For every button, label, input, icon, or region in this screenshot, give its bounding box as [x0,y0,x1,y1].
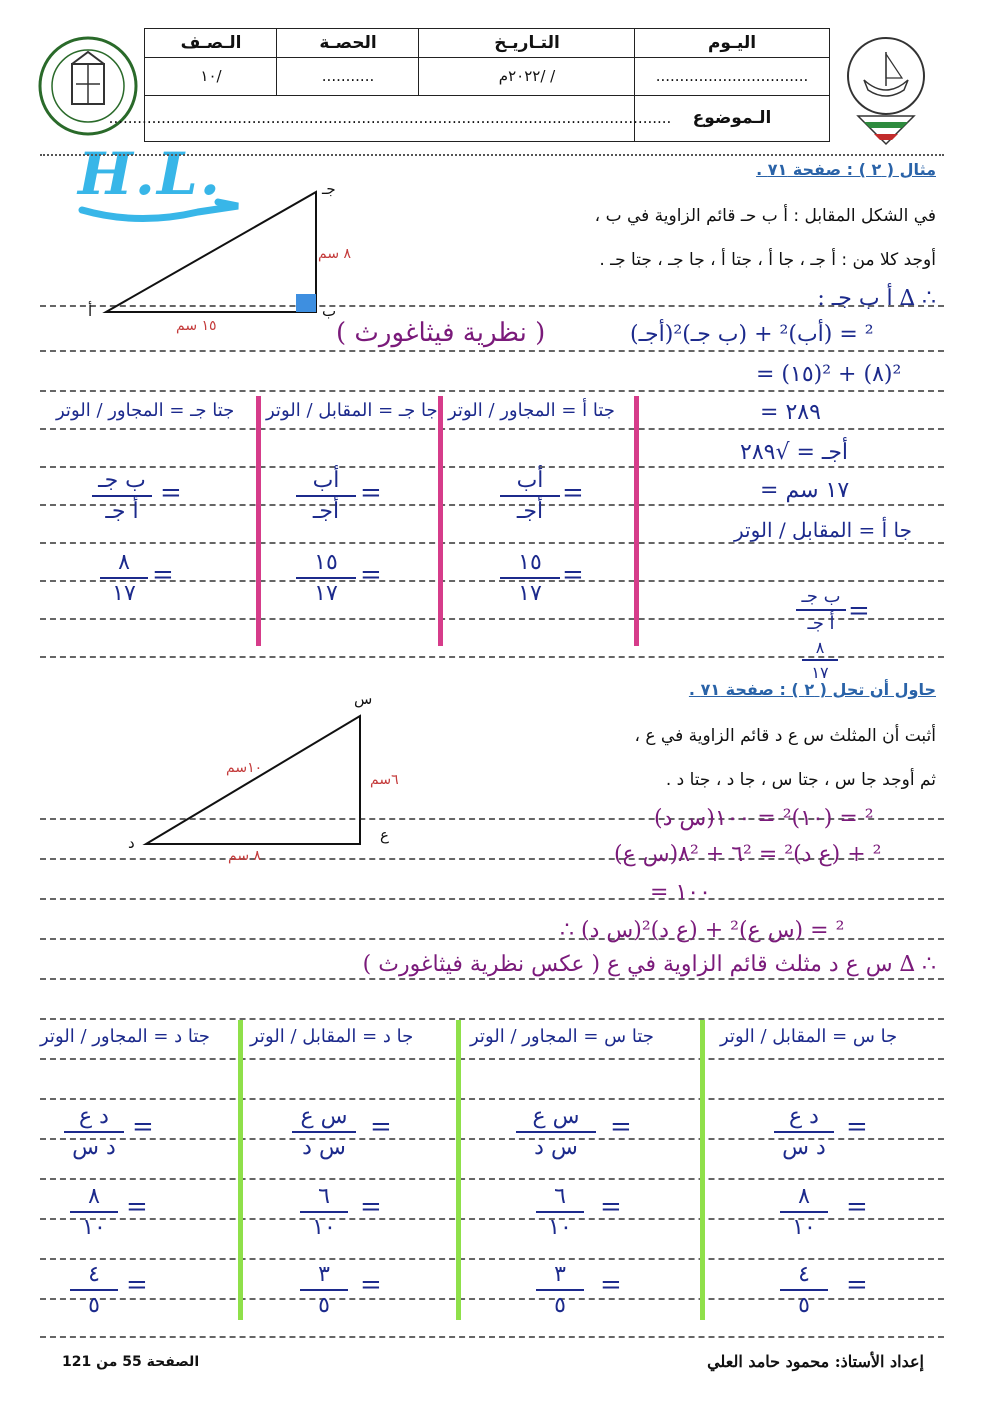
sin-d-num1: س ع [300,1104,348,1129]
column-separator [456,1020,461,1320]
cos-s-den2: ١٠ [548,1215,572,1240]
example-statement-1: في الشكل المقابل : أ ب حـ قائم الزاوية في ب ، [594,206,936,226]
class-label: الـصـف [144,29,277,58]
cos-c-num2: ٨ [118,550,130,575]
cos-a-eq1: = [562,478,584,508]
footer-page-number: الصفحة 55 من 121 [62,1354,200,1370]
vertex-d-label: د [128,834,135,852]
sin-a-numerator: ب جـ [801,586,841,607]
period-field: ........... [276,57,419,96]
cos-a-eq2: = [562,560,584,590]
cos-c-eq1: = [160,478,182,508]
sin-d-den3: ٥ [318,1293,330,1318]
given-triangle: ∴ ∆ أ ب جـ : [817,286,936,311]
ruled-line [40,1336,944,1338]
cos-s-num1: س ع [532,1104,580,1129]
cos-d-simplified [70,1262,118,1318]
ex-work-line3: = ١٠٠ [650,880,711,905]
cos-d-title: جتا د = المجاور / الوتر [40,1026,210,1047]
ruled-line [40,1178,944,1180]
vertex-e-label: ع [380,826,389,844]
ex-work-line2: (س ع)² + (ع د)² = ٦² + ٨² [614,842,882,867]
sin-s-eq1: = [846,1112,868,1142]
side-sd-label: ١٠سم [226,760,263,776]
sin-c-eq1: = [360,478,382,508]
sin-s-num1: د ع [789,1104,819,1129]
topic-label: الـموضوع [634,95,829,141]
pyth-equation: (أجـ)² = (أب)² + (ب جـ)² [630,322,874,347]
ruled-line [40,580,944,582]
cos-d-eq1: = [132,1112,154,1142]
sin-a-definition: جا أ = المقابل / الوتر [734,518,913,542]
column-separator [438,396,443,646]
cos-c-num1: ب جـ [98,468,146,493]
ac-root: أجـ = √٢٨٩ [740,440,849,465]
cos-d-num3: ٤ [88,1262,100,1287]
sin-c-num1: أب [312,468,340,493]
pyth-sum: = ٢٨٩ [760,400,821,425]
cos-s-eq3: = [600,1270,622,1300]
cos-s-title: جتا س = المجاور / الوتر [470,1026,654,1047]
sin-s-symbolic [774,1104,834,1160]
cos-a-den2: ١٧ [518,581,542,606]
cos-d-eq3: = [126,1270,148,1300]
cos-c-eq2: = [152,560,174,590]
sin-a-denominator: أ جـ [807,613,835,634]
cos-s-eq2: = [600,1192,622,1222]
vertex-c-label: جـ [322,180,336,198]
cos-a-num1: أب [516,468,544,493]
divider [40,154,944,156]
sin-d-title: جا د = المقابل / الوتر [250,1026,414,1047]
cos-c-den2: ١٧ [112,581,136,606]
column-separator [238,1020,243,1320]
sin-s-den3: ٥ [798,1293,810,1318]
sin-s-title: جا س = المقابل / الوتر [720,1026,898,1047]
cos-s-eq1: = [610,1112,632,1142]
topic-field: ...................................................................................................................... [144,95,635,141]
day-label: اليـوم [634,29,829,58]
column-separator [634,396,639,646]
cos-c-den1: أ جـ [105,499,139,524]
period-label: الحصـة [276,29,419,58]
ex-work-line4: ∴ (س د)² = (س ع)² + (ع د)² [560,918,845,943]
vertex-b-label: ب [322,302,337,320]
sin-a-equals: = [848,596,870,626]
exercise-heading: حاول أن تحل ( ٢ ) : صفحة ٧١ . [688,680,936,699]
cos-d-symbolic [64,1104,124,1160]
sin-s-eq2: = [846,1192,868,1222]
sin-d-eq2: = [360,1192,382,1222]
sin-d-eq1: = [370,1112,392,1142]
date-label: التـاريـخ [418,29,635,58]
sin-c-numeric [296,550,356,606]
cos-s-num2: ٦ [554,1184,566,1209]
sin-d-numeric [300,1184,348,1240]
cos-d-numeric [70,1184,118,1240]
ruled-line [40,1258,944,1260]
cos-d-den3: ٥ [88,1293,100,1318]
ruled-line [40,898,944,900]
cos-d-eq2: = [126,1192,148,1222]
side-ab-label: ١٥ سم [176,318,217,334]
ruled-line [40,542,944,544]
ex-conclusion: ∴ ∆ س ع د مثلث قائم الزاوية في ع ( عكس نظرية فيثاغورث ) [362,952,936,977]
cos-s-numeric [536,1184,584,1240]
sin-s-den2: ١٠ [792,1215,816,1240]
triangle-sed-diagram [140,710,366,850]
exercise-statement-1: أثبت أن المثلث س ع د قائم الزاوية في ع ، [634,726,936,746]
ex-work-line1: (س د)² = (١٠)² = ١٠٠ [654,806,874,831]
side-ed-label: ٨ سم [228,848,262,864]
cos-s-den3: ٥ [554,1293,566,1318]
sin-c-den1: أجـ [312,499,340,524]
sin-s-den1: د س [782,1135,826,1160]
cos-a-title: جتا أ = المجاور / الوتر [448,400,615,421]
header-table [108,28,830,142]
cos-s-symbolic [516,1104,596,1160]
cos-a-den1: أجـ [516,499,544,524]
footer-author: إعداد الأستاذ: محمود حامد العلي [707,1352,924,1371]
sin-a-value-num: ٨ [815,638,825,657]
cos-c-numeric [100,550,148,606]
pyth-theorem-note: ( نظرية فيثاغورث ) [336,318,546,348]
sin-c-num2: ١٥ [314,550,338,575]
sin-d-eq3: = [360,1270,382,1300]
cos-a-symbolic [500,468,560,524]
sin-d-simplified [300,1262,348,1318]
ruled-line [40,1018,944,1020]
sin-c-eq2: = [360,560,382,590]
cos-s-simplified [536,1262,584,1318]
cos-s-den1: س د [534,1135,578,1160]
ruled-line [40,1058,944,1060]
sin-a-fraction [796,586,846,634]
ac-result: = ١٧ سم [760,478,850,503]
sin-c-den2: ١٧ [314,581,338,606]
class-field: /١٠ [144,57,277,96]
sin-s-eq3: = [846,1270,868,1300]
sin-d-num3: ٣ [318,1262,330,1287]
cos-d-num2: ٨ [88,1184,100,1209]
cos-s-num3: ٣ [554,1262,566,1287]
date-field: / /٢٠٢٢م [418,57,635,96]
column-separator [700,1020,705,1320]
ruled-line [40,1098,944,1100]
cos-a-num2: ١٥ [518,550,542,575]
ruled-line [40,390,944,392]
sin-s-num2: ٨ [798,1184,810,1209]
exercise-statement-2: ثم أوجد جا س ، جتا س ، جا د ، جتا د . [665,770,936,790]
cos-a-numeric [500,550,560,606]
cos-c-title: جتا جـ = المجاور / الوتر [56,400,235,421]
cos-c-symbolic [92,468,152,524]
ruled-line [40,978,944,980]
example-statement-2: أوجد كلا من : أ جـ ، جا أ ، جتا أ ، جا جـ ، جتا جـ . [599,250,936,270]
example-heading: مثال ( ٢ ) : صفحة ٧١ . [756,160,936,179]
sin-c-title: جا جـ = المقابل / الوتر [266,400,438,421]
kuwait-emblem-icon [834,30,938,148]
cos-d-den1: د س [72,1135,116,1160]
ruled-line [40,350,944,352]
sin-s-simplified [780,1262,828,1318]
side-bc-label: ٨ سم [318,246,352,262]
pyth-substitution: = (١٥)² + (٨)² [756,362,902,387]
sin-a-value-den: ١٧ [811,663,829,682]
sin-d-den1: س د [302,1135,346,1160]
sin-d-num2: ٦ [318,1184,330,1209]
column-separator [256,396,261,646]
sin-d-den2: ١٠ [312,1215,336,1240]
ruled-line [40,466,944,468]
vertex-a-label: أ [88,302,93,320]
day-field: ................................ [634,57,829,96]
vertex-s-label: س [354,690,373,708]
sin-c-symbolic [296,468,356,524]
triangle-abc-diagram [96,186,326,322]
sin-s-numeric [780,1184,828,1240]
side-se-label: ٦سم [370,772,399,788]
cos-d-num1: د ع [79,1104,109,1129]
sin-s-num3: ٤ [798,1262,810,1287]
hl-watermark: H.L. [78,140,222,208]
cos-d-den2: ١٠ [82,1215,106,1240]
ruled-line [40,428,944,430]
sin-d-symbolic [292,1104,356,1160]
sin-a-value [802,638,838,682]
